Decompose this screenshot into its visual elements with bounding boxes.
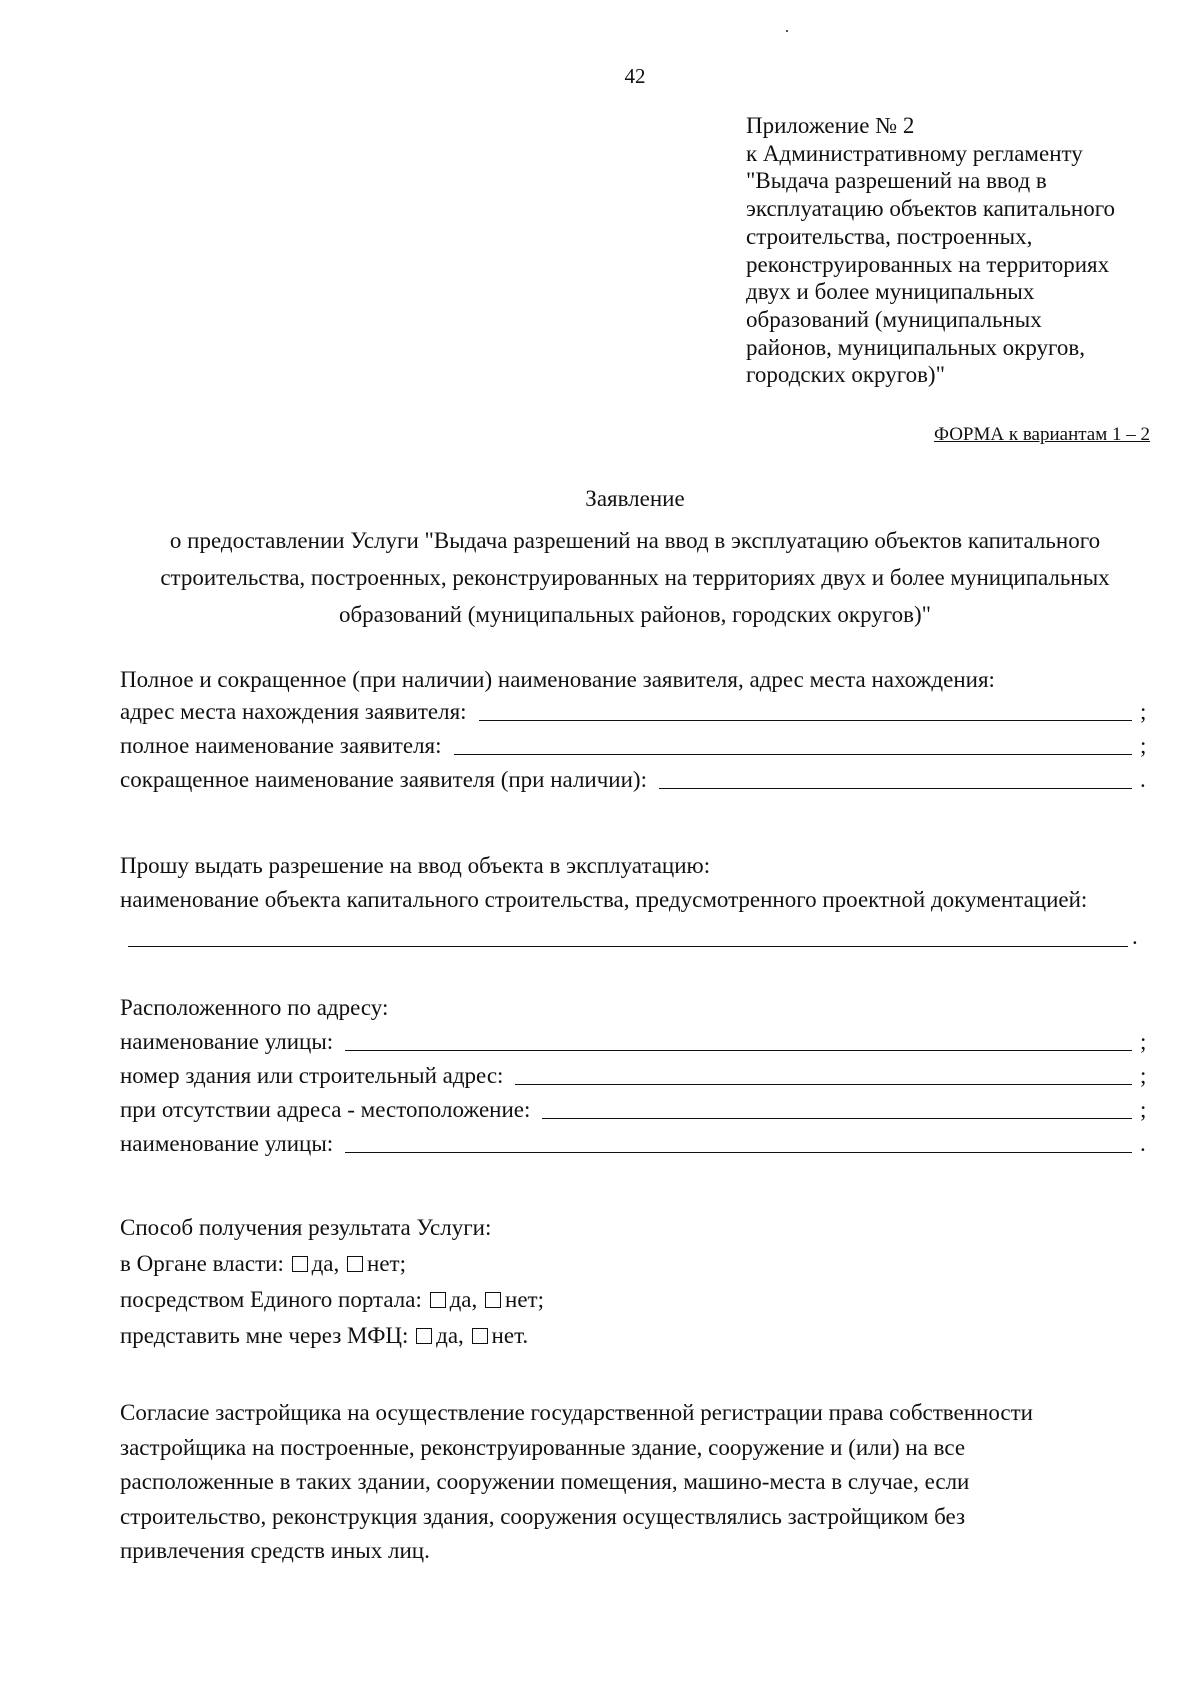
field-terminator: . bbox=[1140, 1131, 1146, 1156]
appendix-line: районов, муниципальных округов, bbox=[746, 334, 1086, 360]
consent-line: застройщика на построенные, реконструированные здание, сооружение и (или) на все bbox=[120, 1434, 966, 1460]
field-label: сокращенное наименование заявителя (при наличии): bbox=[120, 767, 647, 792]
consent-line: строительство, реконструкция здания, сооружения осуществлялись застройщиком без bbox=[120, 1503, 966, 1529]
field-label: адрес места нахождения заявителя: bbox=[120, 699, 467, 724]
field-terminator: . bbox=[1140, 767, 1146, 792]
form-reference: ФОРМА к вариантам 1 – 2 bbox=[933, 424, 1150, 445]
appendix-line: городских округов)" bbox=[746, 362, 945, 388]
delivery-heading: Способ получения результата Услуги: bbox=[120, 1215, 492, 1240]
field-label: номер здания или строительный адрес: bbox=[120, 1063, 504, 1088]
appendix-line: Приложение № 2 bbox=[746, 113, 915, 138]
field-terminator: ; bbox=[1140, 1063, 1147, 1088]
object-name-field[interactable] bbox=[128, 946, 1128, 947]
delivery-option-mfc bbox=[120, 1320, 1150, 1352]
document-subtitle bbox=[80, 522, 1190, 633]
subtitle-line: строительства, построенных, реконструированных на территориях двух и более муниципальных bbox=[160, 565, 1110, 590]
option-no-label: нет; bbox=[367, 1251, 406, 1276]
option-label: посредством Единого портала: bbox=[120, 1287, 422, 1312]
option-yes-label: да, bbox=[311, 1251, 340, 1276]
applicant-address-field[interactable] bbox=[479, 698, 1132, 721]
appendix-line: реконструированных на территориях bbox=[746, 251, 1110, 277]
field-terminator: ; bbox=[1140, 733, 1147, 758]
delivery-option-portal bbox=[120, 1284, 1150, 1316]
street-name-field[interactable] bbox=[345, 1028, 1132, 1051]
checkbox-mfc-yes[interactable] bbox=[416, 1328, 432, 1344]
option-no-label: нет. bbox=[491, 1323, 529, 1348]
scan-speck bbox=[786, 30, 788, 32]
applicant-full-name-row bbox=[120, 730, 1150, 762]
object-name-label: наименование объекта капитального строительства, предусмотренного проектной документацией: bbox=[120, 887, 1088, 912]
field-label: наименование улицы: bbox=[120, 1029, 334, 1054]
field-label: полное наименование заявителя: bbox=[120, 733, 442, 758]
option-label: представить мне через МФЦ: bbox=[120, 1323, 409, 1348]
subtitle-line: образований (муниципальных районов, городских округов)" bbox=[338, 602, 932, 627]
field-terminator: ; bbox=[1140, 699, 1147, 724]
applicant-heading: Полное и сокращенное (при наличии) наименование заявителя, адрес места нахождения: bbox=[120, 667, 995, 692]
delivery-option-authority bbox=[120, 1248, 1150, 1280]
street-name-field-2[interactable] bbox=[345, 1130, 1132, 1153]
field-terminator: ; bbox=[1140, 1029, 1147, 1054]
checkbox-portal-yes[interactable] bbox=[430, 1292, 446, 1308]
consent-paragraph bbox=[120, 1396, 1160, 1569]
building-number-row bbox=[120, 1060, 1150, 1092]
consent-line: расположенные в таких здании, сооружении помещения, машино-места в случае, если bbox=[120, 1469, 970, 1494]
location-description-field[interactable] bbox=[542, 1096, 1132, 1119]
consent-line: привлечения средств иных лиц. bbox=[120, 1538, 430, 1563]
applicant-short-name-field[interactable] bbox=[659, 766, 1132, 789]
street-name-row bbox=[120, 1026, 1150, 1058]
consent-line: Согласие застройщика на осуществление государственной регистрации права собственности bbox=[120, 1400, 1033, 1425]
building-number-field[interactable] bbox=[515, 1062, 1132, 1085]
checkbox-mfc-no[interactable] bbox=[472, 1328, 488, 1344]
location-heading: Расположенного по адресу: bbox=[120, 995, 389, 1020]
applicant-short-name-row bbox=[120, 764, 1150, 796]
appendix-header bbox=[746, 112, 1166, 389]
document-title: Заявление bbox=[585, 486, 685, 511]
page-number: 42 bbox=[624, 64, 646, 88]
field-terminator: . bbox=[1132, 924, 1138, 949]
appendix-line: к Административному регламенту bbox=[746, 140, 1083, 166]
appendix-line: двух и более муниципальных bbox=[746, 279, 1035, 305]
checkbox-portal-no[interactable] bbox=[485, 1292, 501, 1308]
field-label: наименование улицы: bbox=[120, 1131, 334, 1156]
option-yes-label: да, bbox=[449, 1287, 478, 1312]
subtitle-line: о предоставлении Услуги "Выдача разрешений на ввод в эксплуатацию объектов капитального bbox=[169, 528, 1101, 553]
checkbox-authority-yes[interactable] bbox=[292, 1256, 308, 1272]
appendix-line: строительства, построенных, bbox=[746, 223, 1033, 249]
applicant-address-row bbox=[120, 696, 1150, 728]
option-label: в Органе власти: bbox=[120, 1251, 284, 1276]
option-yes-label: да, bbox=[436, 1323, 464, 1348]
field-label: при отсутствии адреса - местоположение: bbox=[120, 1097, 531, 1122]
option-no-label: нет; bbox=[505, 1287, 544, 1312]
applicant-full-name-field[interactable] bbox=[454, 732, 1132, 755]
appendix-line: "Выдача разрешений на ввод в bbox=[746, 168, 1047, 194]
location-description-row bbox=[120, 1094, 1150, 1126]
field-terminator: ; bbox=[1140, 1097, 1147, 1122]
appendix-line: образований (муниципальных bbox=[746, 306, 1042, 332]
appendix-line: эксплуатацию объектов капитального bbox=[746, 196, 1116, 222]
checkbox-authority-no[interactable] bbox=[347, 1256, 363, 1272]
street-name-row-2 bbox=[120, 1128, 1150, 1160]
request-heading: Прошу выдать разрешение на ввод объекта в эксплуатацию: bbox=[120, 853, 711, 878]
